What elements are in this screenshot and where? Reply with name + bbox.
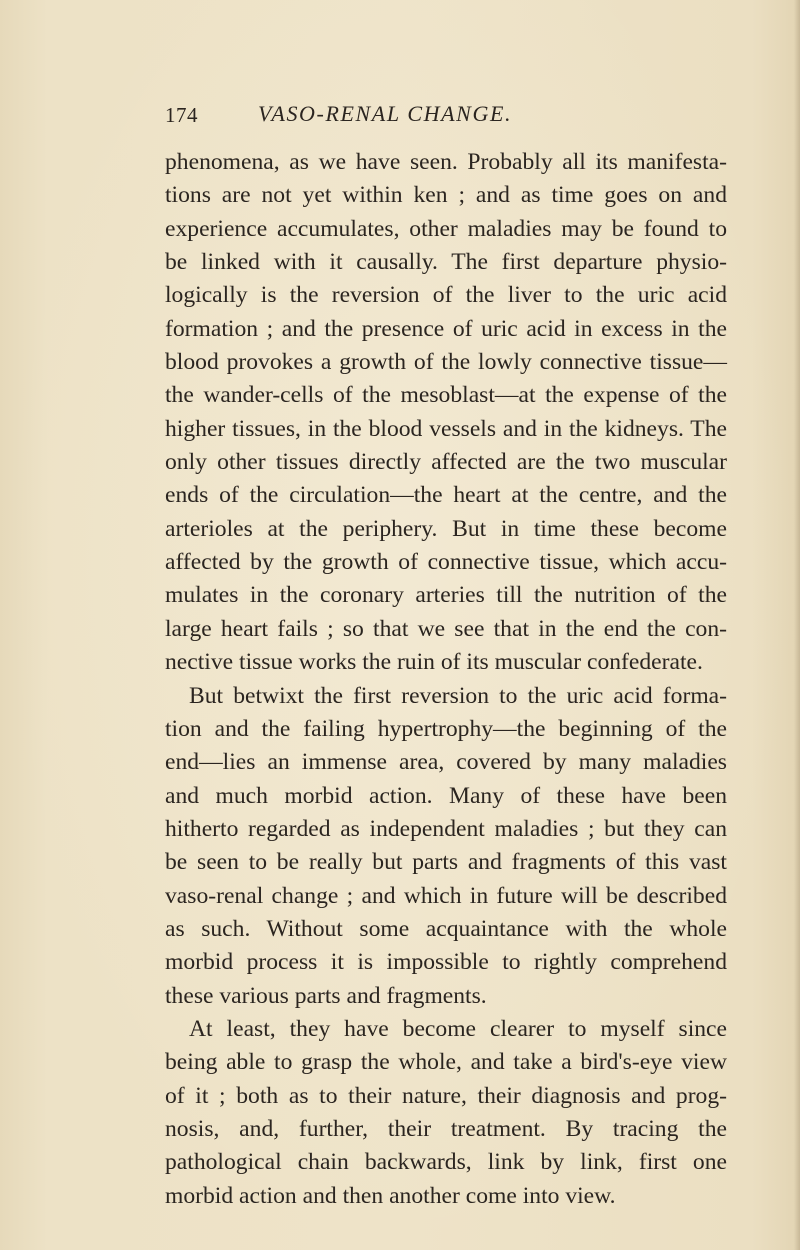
text-line: higher tissues, in the blood vessels and in the kidneys. The: [165, 415, 727, 442]
text-line: these various parts and fragments.: [165, 982, 487, 1009]
text-line: end—lies an immense area, covered by many maladies: [165, 749, 727, 776]
text-line: of it ; both as to their nature, their diagnosis and prog-: [165, 1082, 727, 1109]
text-line: affected by the growth of connective tissue, which accu-: [165, 549, 727, 576]
text-line: and much morbid action. Many of these have been: [165, 782, 727, 809]
text-line: vaso-renal change ; and which in future will be described: [165, 882, 727, 909]
text-line: large heart fails ; so that we see that in the end the con-: [165, 615, 727, 642]
body-text: [165, 146, 727, 1213]
text-line: formation ; and the presence of uric acid in excess in the: [165, 315, 727, 342]
page-number: 174: [165, 103, 198, 127]
chapter-title: VASO-RENAL CHANGE.: [258, 101, 513, 126]
text-line: being able to grasp the whole, and take a bird's-eye view: [165, 1049, 727, 1076]
text-line: pathological chain backwards, link by link, first one: [165, 1149, 727, 1176]
page-edge-shadow: [794, 0, 800, 1250]
text-line: nective tissue works the ruin of its muscular confederate.: [165, 649, 703, 676]
text-line: phenomena, as we have seen. Probably all its manifesta-: [165, 149, 727, 175]
text-line: be linked with it causally. The first departure physio-: [165, 249, 727, 276]
text-line: ends of the circulation—the heart at the centre, and the: [165, 482, 727, 509]
text-line: hitherto regarded as independent maladies ; but they can: [165, 815, 727, 842]
text-line: blood provokes a growth of the lowly connective tissue—: [165, 349, 727, 376]
text-line: morbid action and then another come into view.: [165, 1182, 616, 1209]
text-line: tion and the failing hypertrophy—the beginning of the: [165, 715, 727, 742]
text-line: mulates in the coronary arteries till the nutrition of the: [165, 582, 727, 609]
text-line: nosis, and, further, their treatment. By tracing the: [165, 1115, 727, 1142]
running-head: [165, 103, 725, 133]
text-line: the wander-cells of the mesoblast—at the expense of the: [165, 382, 727, 409]
text-line: tions are not yet within ken ; and as time goes on and: [165, 182, 727, 209]
text-line: as such. Without some acquaintance with the whole: [165, 915, 727, 942]
text-line: be seen to be really but parts and fragments of this vast: [165, 849, 727, 876]
text-line: only other tissues directly affected are the two muscular: [165, 449, 727, 476]
paragraph-start-line: But betwixt the first reversion to the uric acid forma-: [189, 682, 727, 709]
text-line: arterioles at the periphery. But in time these become: [165, 515, 727, 542]
text-line: morbid process it is impossible to rightly comprehend: [165, 949, 727, 976]
paragraph-start-line: At least, they have become clearer to myself since: [189, 1015, 727, 1042]
text-line: experience accumulates, other maladies may be found to: [165, 215, 727, 242]
text-line: logically is the reversion of the liver to the uric acid: [165, 282, 727, 309]
